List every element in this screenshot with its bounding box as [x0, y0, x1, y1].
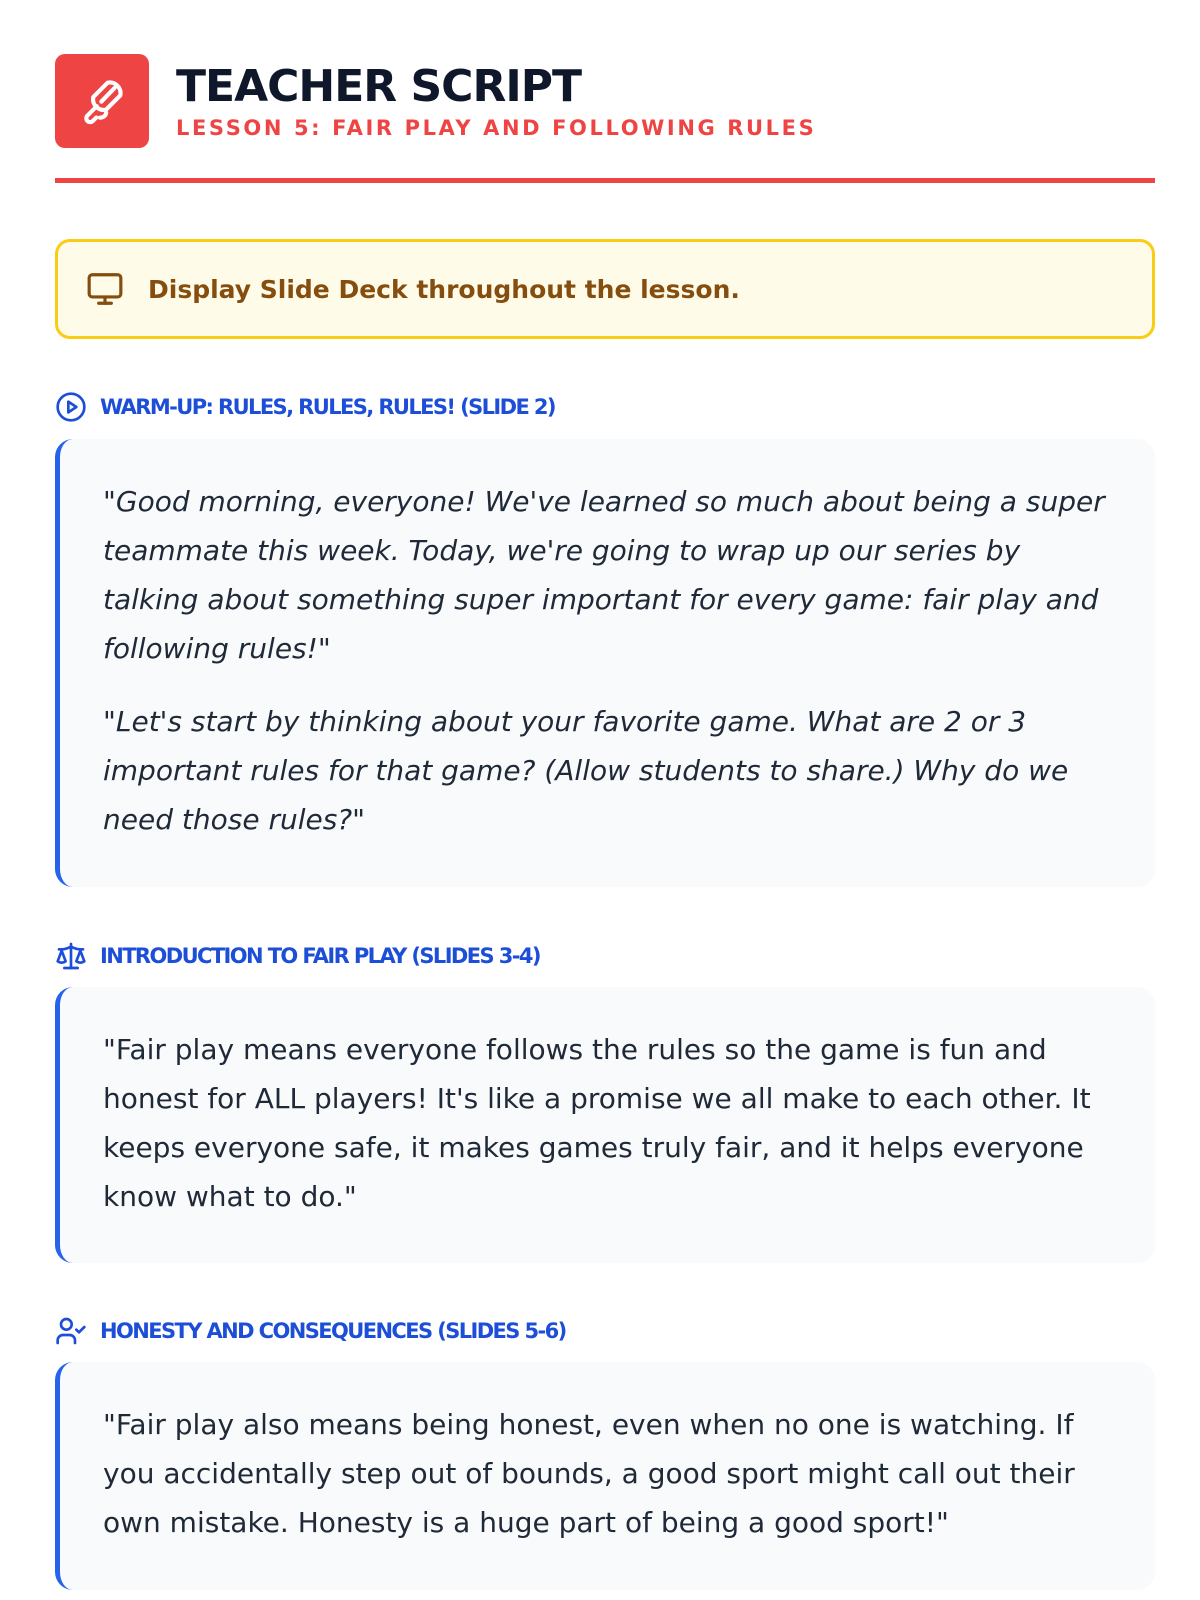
script-card-warm-up — [55, 439, 1155, 887]
display-notice — [55, 239, 1155, 339]
notice-text: Display Slide Deck throughout the lesson. — [148, 274, 740, 304]
play-circle-icon — [55, 391, 87, 423]
page-title: TEACHER SCRIPT — [176, 61, 581, 112]
logo-badge — [55, 54, 149, 148]
script-card-honesty — [55, 1362, 1155, 1590]
section-title: INTRODUCTION TO FAIR PLAY (SLIDES 3-4) — [100, 944, 540, 968]
script-paragraph: "Fair play also means being honest, even when no one is watching. If you accidentally step out of bounds, a good sport might call out their own mistake. Honesty is a huge part of being a good sport!" — [103, 1408, 1075, 1539]
script-paragraph: "Let's start by thinking about your favorite game. What are 2 or 3 important rules for that game? (Allow students to share.) Why do we need those rules?" — [103, 705, 1069, 836]
lesson-subtitle: LESSON 5: FAIR PLAY AND FOLLOWING RULES — [176, 116, 817, 140]
user-check-icon — [55, 1315, 87, 1347]
scale-icon — [55, 940, 87, 972]
microphone-icon — [77, 76, 127, 126]
section-heading-fair-play — [55, 939, 1145, 973]
header-divider — [55, 178, 1155, 183]
section-heading-warm-up — [55, 390, 1145, 424]
page-header — [55, 54, 1145, 148]
section-title: HONESTY AND CONSEQUENCES (SLIDES 5-6) — [100, 1319, 566, 1343]
script-card-fair-play — [55, 987, 1155, 1263]
script-paragraph: "Fair play means everyone follows the rules so the game is fun and honest for ALL players! It's like a promise we all make to each other. It keeps everyone safe, it makes games truly fair, and it helps everyone know what to do." — [103, 1033, 1091, 1213]
script-paragraph: "Good morning, everyone! We've learned so much about being a super teammate this week. Today, we're going to wrap up our series by talking about something super important for every game: fair play and following rules!" — [103, 485, 1105, 665]
section-title: WARM-UP: RULES, RULES, RULES! (SLIDE 2) — [100, 395, 555, 419]
monitor-icon — [86, 270, 124, 308]
section-heading-honesty — [55, 1314, 1145, 1348]
header-text — [176, 61, 816, 141]
